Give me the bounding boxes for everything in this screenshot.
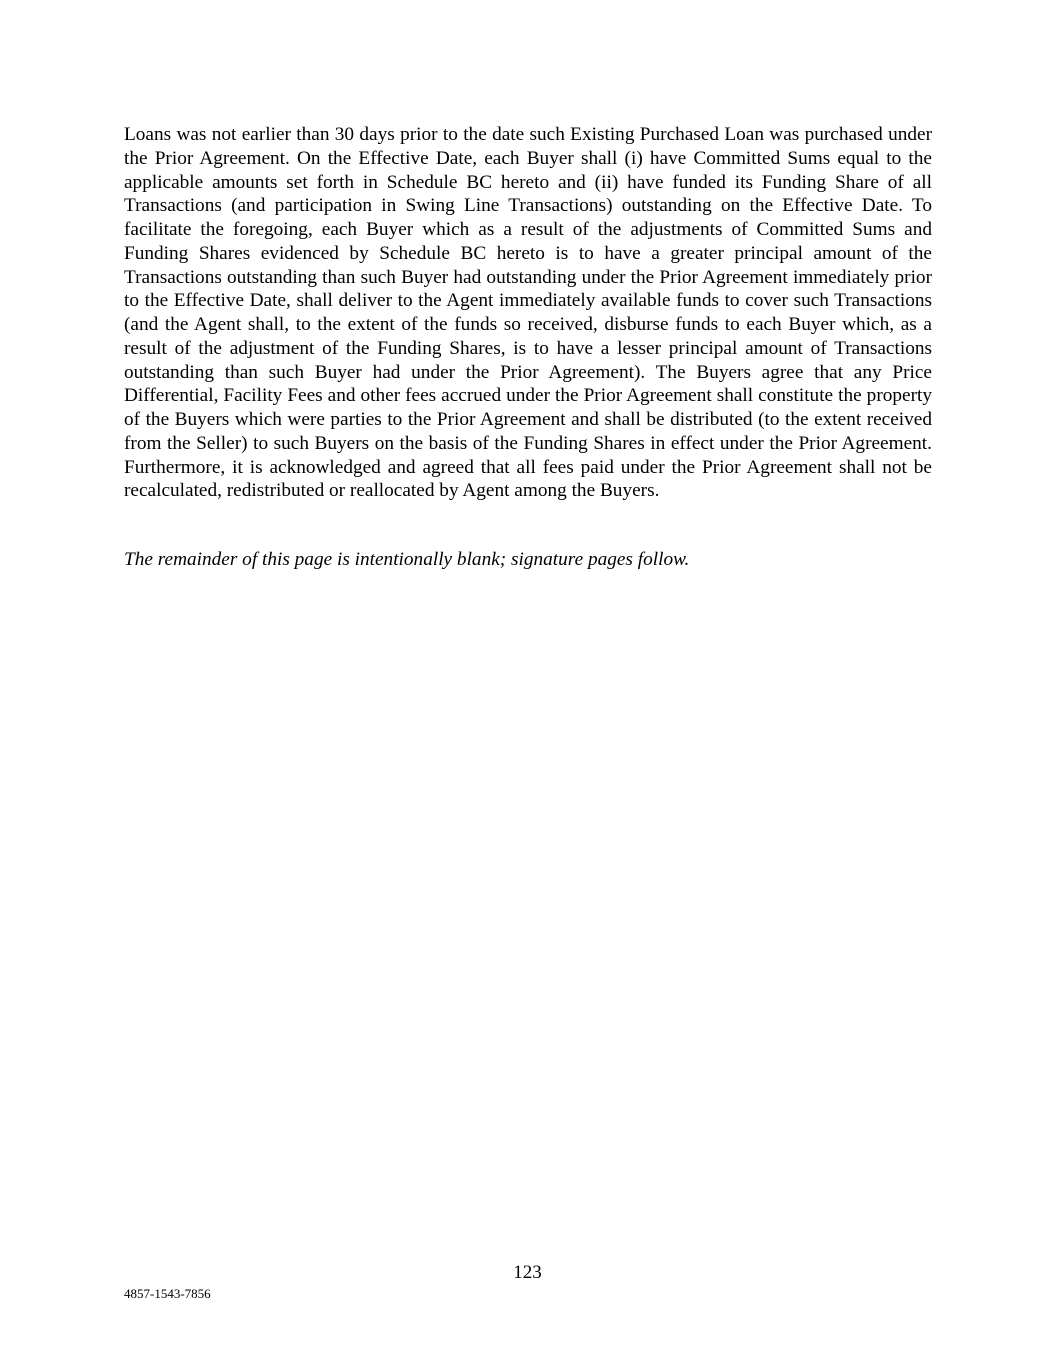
- document-id: 4857-1543-7856: [124, 1286, 211, 1301]
- closing-note: The remainder of this page is intentionally blank; signature pages follow.: [124, 549, 690, 570]
- body-paragraph: Loans was not earlier than 30 days prior to the date such Existing Purchased Loan was purchased under the Prior Agreement. On the Effective Date, each Buyer shall (i) have Committed Sums equal to the applicable amounts set forth in Schedule BC hereto and (ii) have funded its Funding Share of all Transactions (and participation in Swing Line Transactions) outstanding on the Effective Date. To facilitate the foregoing, each Buyer which as a result of the adjustments of Committed Sums and Funding Shares evidenced by Schedule BC hereto is to have a greater principal amount of the Transactions outstanding than such Buyer had outstanding under the Prior Agreement immediately prior to the Effective Date, shall deliver to the Agent immediately available funds to cover such Transactions (and the Agent shall, to the extent of the funds so received, disburse funds to each Buyer which, as a result of the adjustment of the Funding Shares, is to have a lesser principal amount of Transactions outstanding than such Buyer had under the Prior Agreement). The Buyers agree that any Price Differential, Facility Fees and other fees accrued under the Prior Agreement shall constitute the property of the Buyers which were parties to the Prior Agreement and shall be distributed (to the extent received from the Seller) to such Buyers on the basis of the Funding Shares in effect under the Prior Agreement. Furthermore, it is acknowledged and agreed that all fees paid under the Prior Agreement shall not be recalculated, redistributed or reallocated by Agent among the Buyers.: [124, 124, 932, 502]
- page-number: 123: [513, 1262, 542, 1283]
